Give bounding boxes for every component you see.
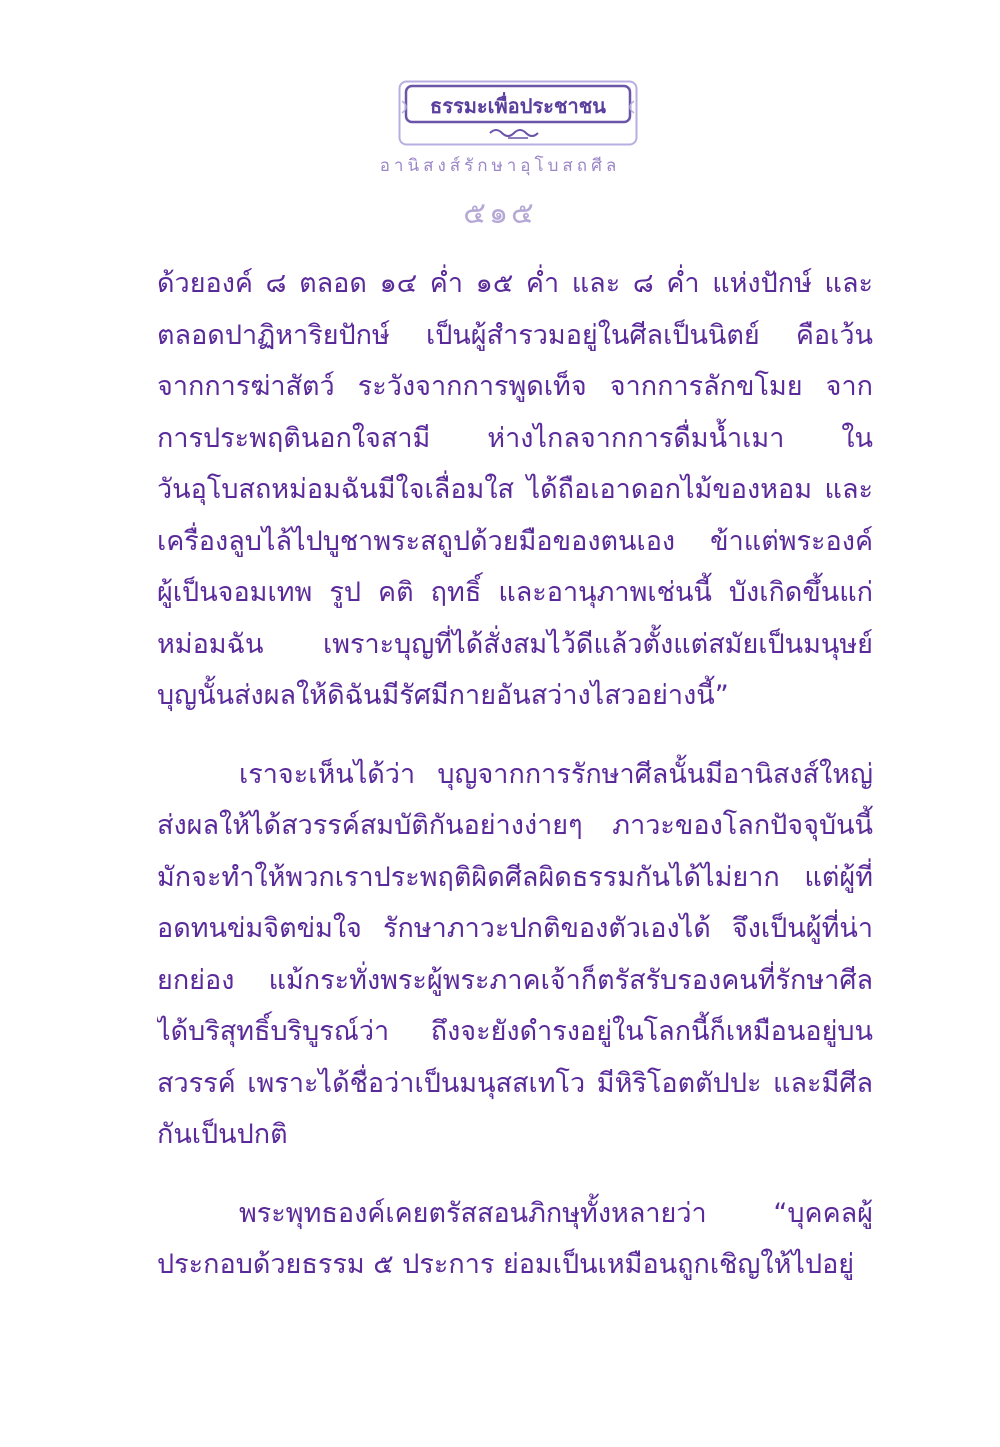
text-line: กันเป็นปกติ xyxy=(157,1119,288,1150)
text-line: พระพุทธองค์เคยตรัสสอนภิกษุทั้งหลายว่า “บุคคลผู้ xyxy=(239,1197,873,1229)
paragraph xyxy=(157,258,873,722)
text-line: บุญนั้นส่งผลให้ดิฉันมีรัศมีกายอันสว่างไสวอย่างนี้” xyxy=(157,680,729,711)
page-number: ๕๑๕ xyxy=(463,196,537,231)
body-text xyxy=(157,258,873,1291)
text-line: ประกอบด้วยธรรม ๕ ประการ ย่อมเป็นเหมือนถูกเชิญให้ไปอยู่ xyxy=(157,1249,855,1280)
book-title: อานิสงส์รักษาอุโบสถศีล xyxy=(379,156,621,176)
paragraph-gap xyxy=(157,722,873,749)
text-line: ด้วยองค์ ๘ ตลอด ๑๔ ค่ำ ๑๕ ค่ำ และ ๘ ค่ำ แห่งปักษ์ และ xyxy=(157,268,873,299)
text-line: การประพฤตินอกใจสามี ห่างไกลจากการดื่มน้ำเมา ใน xyxy=(157,422,873,454)
text-line: ผู้เป็นจอมเทพ รูป คติ ฤทธิ์ และอานุภาพเช่นนี้ บังเกิดขึ้นแก่ xyxy=(157,577,873,608)
paragraph-gap xyxy=(157,1161,873,1188)
paragraph xyxy=(157,749,873,1161)
text-line: สวรรค์ เพราะได้ชื่อว่าเป็นมนุสสเทโว มีหิริโอตตัปปะ และมีศีล xyxy=(157,1067,873,1099)
svg-text:ธรรมะเพื่อประชาชน: ธรรมะเพื่อประชาชน xyxy=(430,94,606,118)
text-line: ตลอดปาฏิหาริยปักษ์ เป็นผู้สำรวมอยู่ในศีลเป็นนิตย์ คือเว้น xyxy=(157,319,873,351)
text-line: หม่อมฉัน เพราะบุญที่ได้สั่งสมไว้ดีแล้วตั้งแต่สมัยเป็นมนุษย์ xyxy=(157,628,873,660)
text-line: เครื่องลูบไล้ไปบูชาพระสถูปด้วยมือของตนเอง ข้าแต่พระองค์ xyxy=(157,525,873,557)
text-line: วันอุโบสถหม่อมฉันมีใจเลื่อมใส ได้ถือเอาดอกไม้ของหอม และ xyxy=(157,474,873,505)
dhamma-logo xyxy=(398,80,638,146)
text-line: อดทนข่มจิตข่มใจ รักษาภาวะปกติของตัวเองได้ จึงเป็นผู้ที่น่า xyxy=(157,913,873,944)
text-line: มักจะทำให้พวกเราประพฤติผิดศีลผิดธรรมกันได้ไม่ยาก แต่ผู้ที่ xyxy=(157,861,873,893)
text-line: จากการฆ่าสัตว์ ระวังจากการพูดเท็จ จากการลักขโมย จาก xyxy=(157,371,873,402)
text-line: ส่งผลให้ได้สวรรค์สมบัติกันอย่างง่ายๆ ภาวะของโลกปัจจุบันนี้ xyxy=(157,810,873,841)
text-line: ยกย่อง แม้กระทั่งพระผู้พระภาคเจ้าก็ตรัสรับรองคนที่รักษาศีล xyxy=(157,964,873,996)
text-line: เราจะเห็นได้ว่า บุญจากการรักษาศีลนั้นมีอานิสงส์ใหญ่ xyxy=(239,758,873,790)
paragraph xyxy=(157,1188,873,1291)
page-header xyxy=(0,0,1000,240)
text-line: ได้บริสุทธิ์บริบูรณ์ว่า ถึงจะยังดำรงอยู่ในโลกนี้ก็เหมือนอยู่บน xyxy=(157,1016,873,1047)
